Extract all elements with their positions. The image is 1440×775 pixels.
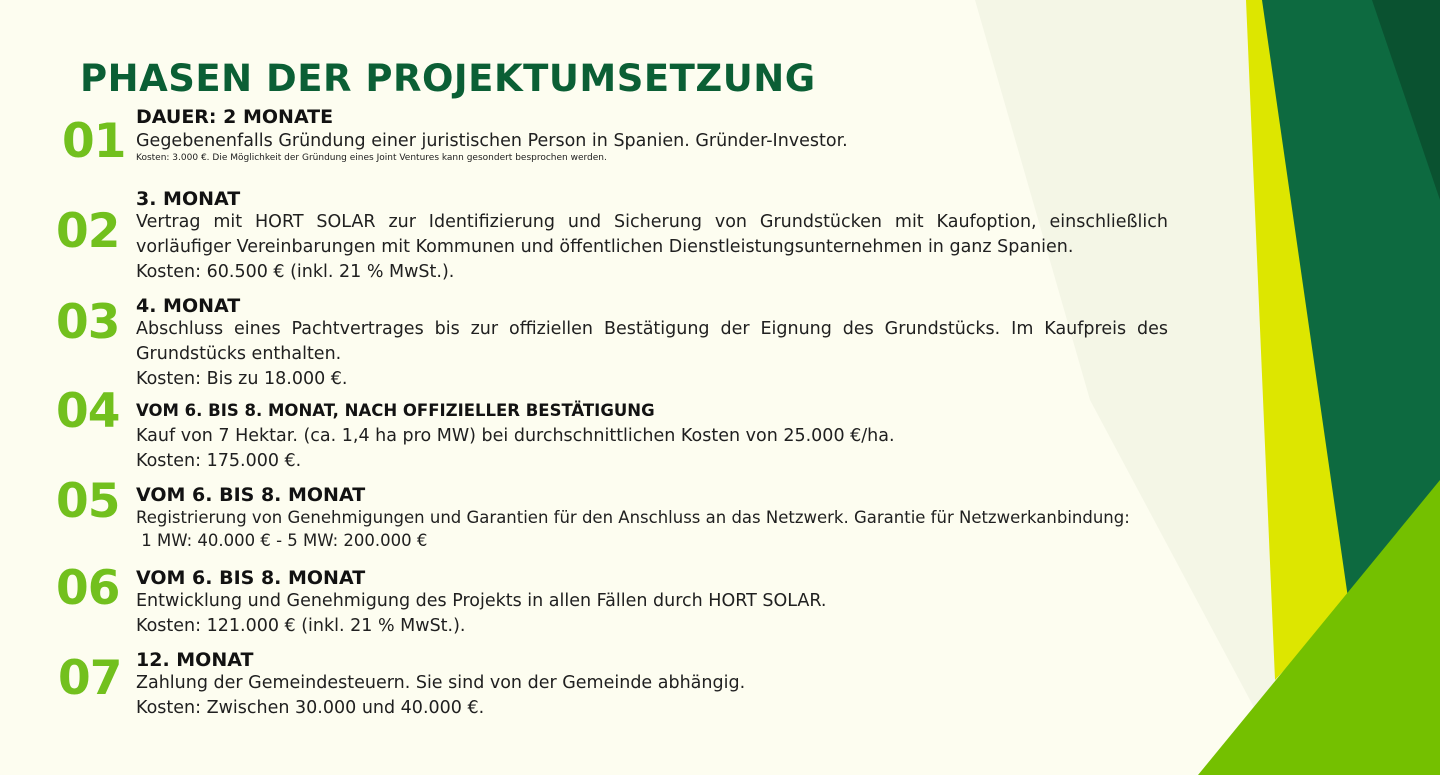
page-title: PHASEN DER PROJEKTUMSETZUNG (80, 57, 816, 100)
phase-cost: Kosten: 60.500 € (inkl. 21 % MwSt.). (136, 262, 455, 282)
phase-heading: 12. MONAT (136, 649, 254, 671)
phase-description: Gegebenenfalls Gründung einer juristischen Person in Spanien. Gründer-Investor. (136, 131, 848, 151)
phase-body (136, 484, 1176, 552)
phase-description: Abschluss eines Pachtvertrages bis zur offiziellen Bestätigung der Eignung des Grundstücks. Im Kaufpreis des Grundstücks enthalten. (136, 319, 1168, 364)
phase-number: 05 (56, 474, 120, 529)
phase-number: 07 (58, 651, 122, 706)
phase-description: Registrierung von Genehmigungen und Garantien für den Anschluss an das Netzwerk. Garantie für Netzwerkanbindung: (136, 508, 1130, 527)
phase-description: Kauf von 7 Hektar. (ca. 1,4 ha pro MW) bei durchschnittlichen Kosten von 25.000 €/ha. (136, 426, 895, 446)
phase-heading: 3. MONAT (136, 188, 241, 210)
phase-heading: VOM 6. BIS 8. MONAT (136, 567, 366, 589)
phase-heading: DAUER: 2 MONATE (136, 106, 334, 128)
phase-cost: Kosten: Zwischen 30.000 und 40.000 €. (136, 698, 485, 718)
phase-number: 03 (56, 295, 120, 350)
phase-body (136, 106, 1176, 164)
phase-cost: Kosten: 175.000 €. (136, 451, 302, 471)
phase-number: 02 (56, 204, 120, 259)
phase-cost: 1 MW: 40.000 € - 5 MW: 200.000 € (136, 531, 428, 550)
phase-body (136, 567, 1176, 639)
phase-number: 04 (56, 384, 120, 439)
phase-heading: VOM 6. BIS 8. MONAT, NACH OFFIZIELLER BESTÄTIGUNG (136, 401, 655, 420)
phase-body (136, 400, 1176, 474)
phase-note: Kosten: 3.000 €. Die Möglichkeit der Gründung eines Joint Ventures kann gesondert besprochen werden. (136, 153, 607, 163)
phase-description: Entwicklung und Genehmigung des Projekts in allen Fällen durch HORT SOLAR. (136, 591, 827, 611)
phase-description: Zahlung der Gemeindesteuern. Sie sind von der Gemeinde abhängig. (136, 673, 746, 693)
phase-description: Vertrag mit HORT SOLAR zur Identifizierung und Sicherung von Grundstücken mit Kaufoption, einschließlich vorläufiger Vereinbarungen mit Kommunen und öffentlichen Dienstleistungsunternehmen in ganz Spanien. (136, 212, 1168, 257)
phase-heading: 4. MONAT (136, 295, 241, 317)
phase-body (136, 649, 1176, 721)
phase-body (136, 188, 1168, 285)
phase-cost: Kosten: Bis zu 18.000 €. (136, 369, 348, 389)
phase-cost: Kosten: 121.000 € (inkl. 21 % MwSt.). (136, 616, 466, 636)
phase-heading: VOM 6. BIS 8. MONAT (136, 484, 366, 506)
phase-number: 01 (62, 114, 126, 169)
phase-body (136, 295, 1168, 392)
phase-number: 06 (56, 561, 120, 616)
